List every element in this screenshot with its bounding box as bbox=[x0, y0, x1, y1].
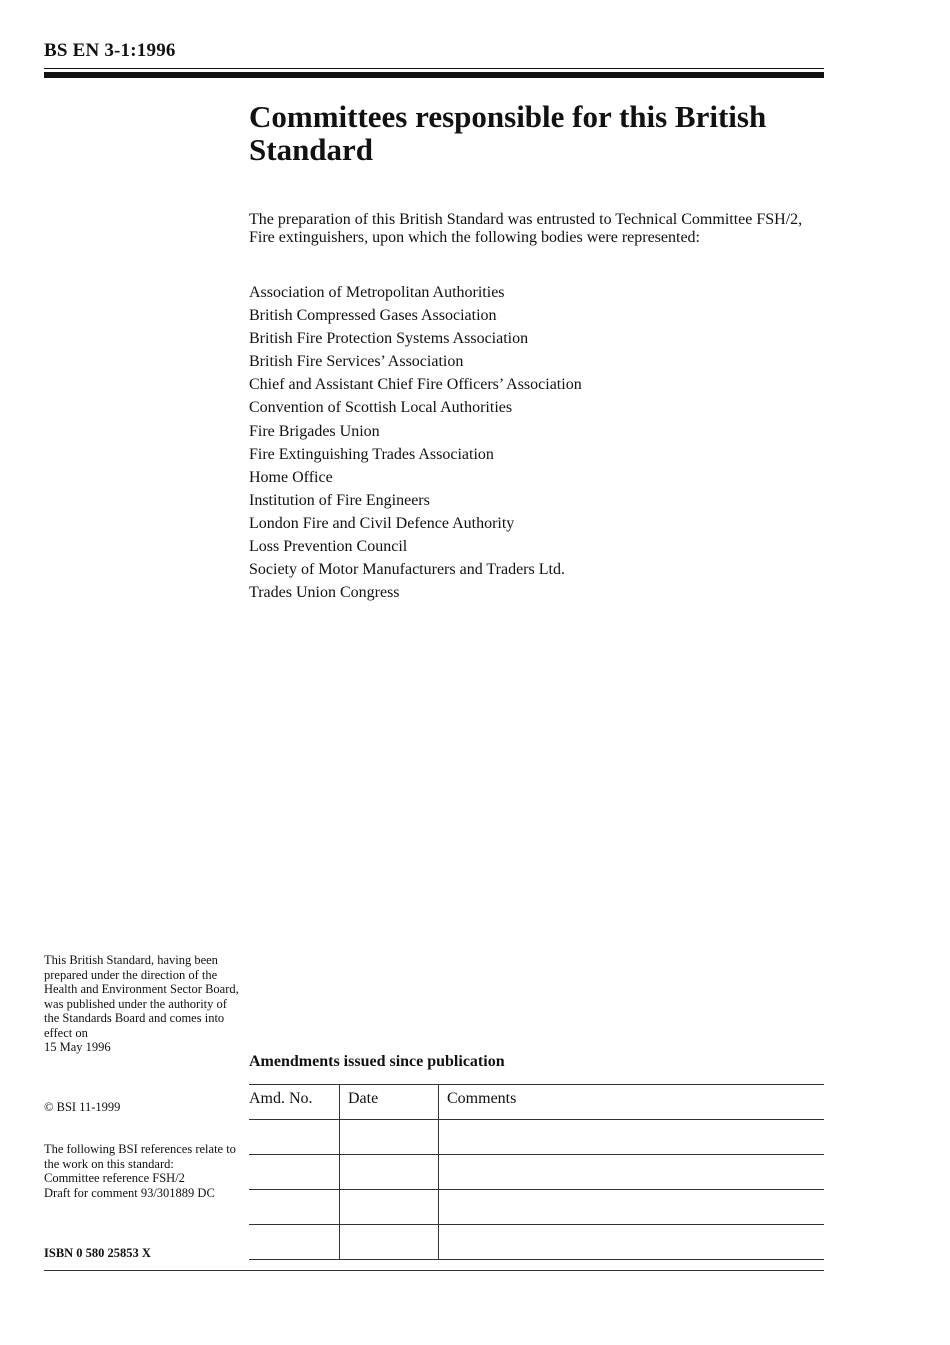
list-item: British Fire Services’ Association bbox=[249, 353, 464, 371]
table-cell bbox=[439, 1120, 825, 1155]
list-item: British Compressed Gases Association bbox=[249, 307, 497, 325]
table-cell bbox=[249, 1120, 340, 1155]
list-item: Fire Extinguishing Trades Association bbox=[249, 445, 494, 463]
column-header-comments: Comments bbox=[439, 1085, 825, 1120]
table-cell bbox=[249, 1225, 340, 1260]
table-row bbox=[249, 1190, 824, 1225]
list-item: Convention of Scottish Local Authorities bbox=[249, 399, 513, 417]
table-cell bbox=[340, 1155, 439, 1190]
table-row bbox=[249, 1155, 824, 1190]
table-header-row bbox=[249, 1085, 824, 1120]
table-cell bbox=[439, 1225, 825, 1260]
table-cell bbox=[340, 1190, 439, 1225]
footer-rule bbox=[44, 1270, 824, 1271]
table-cell bbox=[439, 1190, 825, 1225]
list-item: Institution of Fire Engineers bbox=[249, 491, 430, 509]
draft-reference: Draft for comment 93/301889 DC bbox=[44, 1185, 215, 1200]
table-cell bbox=[340, 1120, 439, 1155]
bsi-references bbox=[44, 1142, 244, 1200]
header-rule-thin bbox=[44, 68, 824, 69]
table-cell bbox=[439, 1155, 825, 1190]
isbn: ISBN 0 580 25853 X bbox=[44, 1246, 151, 1260]
publication-statement bbox=[44, 953, 244, 1055]
represented-bodies-list bbox=[249, 281, 582, 604]
column-header-amd-no: Amd. No. bbox=[249, 1085, 340, 1120]
document-id: BS EN 3-1:1996 bbox=[44, 40, 176, 61]
list-item: Society of Motor Manufacturers and Traders Ltd. bbox=[249, 561, 565, 579]
list-item: British Fire Protection Systems Association bbox=[249, 330, 529, 348]
copyright-notice: © BSI 11-1999 bbox=[44, 1100, 121, 1114]
statement-text: This British Standard, having been prepared under the direction of the Health and Environment Sector Board, was published under the authority of the Standards Board and comes into effect on bbox=[44, 953, 239, 1040]
table-row bbox=[249, 1120, 824, 1155]
amendments-heading: Amendments issued since publication bbox=[249, 1053, 505, 1070]
table-cell bbox=[249, 1155, 340, 1190]
table-cell bbox=[340, 1225, 439, 1260]
table-cell bbox=[249, 1190, 340, 1225]
refs-intro: The following BSI references relate to the work on this standard: bbox=[44, 1142, 236, 1171]
intro-paragraph: The preparation of this British Standard was entrusted to Technical Committee FSH/2, Fire extinguishers, upon which the following bodies were represented: bbox=[249, 211, 803, 246]
list-item: Association of Metropolitan Authorities bbox=[249, 284, 505, 301]
header-rule-thick bbox=[44, 72, 824, 78]
list-item: Loss Prevention Council bbox=[249, 538, 408, 556]
list-item: Trades Union Congress bbox=[249, 584, 400, 602]
table-row bbox=[249, 1225, 824, 1260]
page-title: Committees responsible for this British Standard bbox=[249, 99, 767, 167]
list-item: Home Office bbox=[249, 468, 333, 486]
list-item: Chief and Assistant Chief Fire Officers’ Association bbox=[249, 376, 582, 394]
list-item: Fire Brigades Union bbox=[249, 422, 380, 440]
effective-date: 15 May 1996 bbox=[44, 1040, 111, 1054]
committee-reference: Committee reference FSH/2 bbox=[44, 1171, 185, 1185]
amendments-table bbox=[249, 1084, 824, 1260]
list-item: London Fire and Civil Defence Authority bbox=[249, 514, 515, 532]
column-header-date: Date bbox=[340, 1085, 439, 1120]
